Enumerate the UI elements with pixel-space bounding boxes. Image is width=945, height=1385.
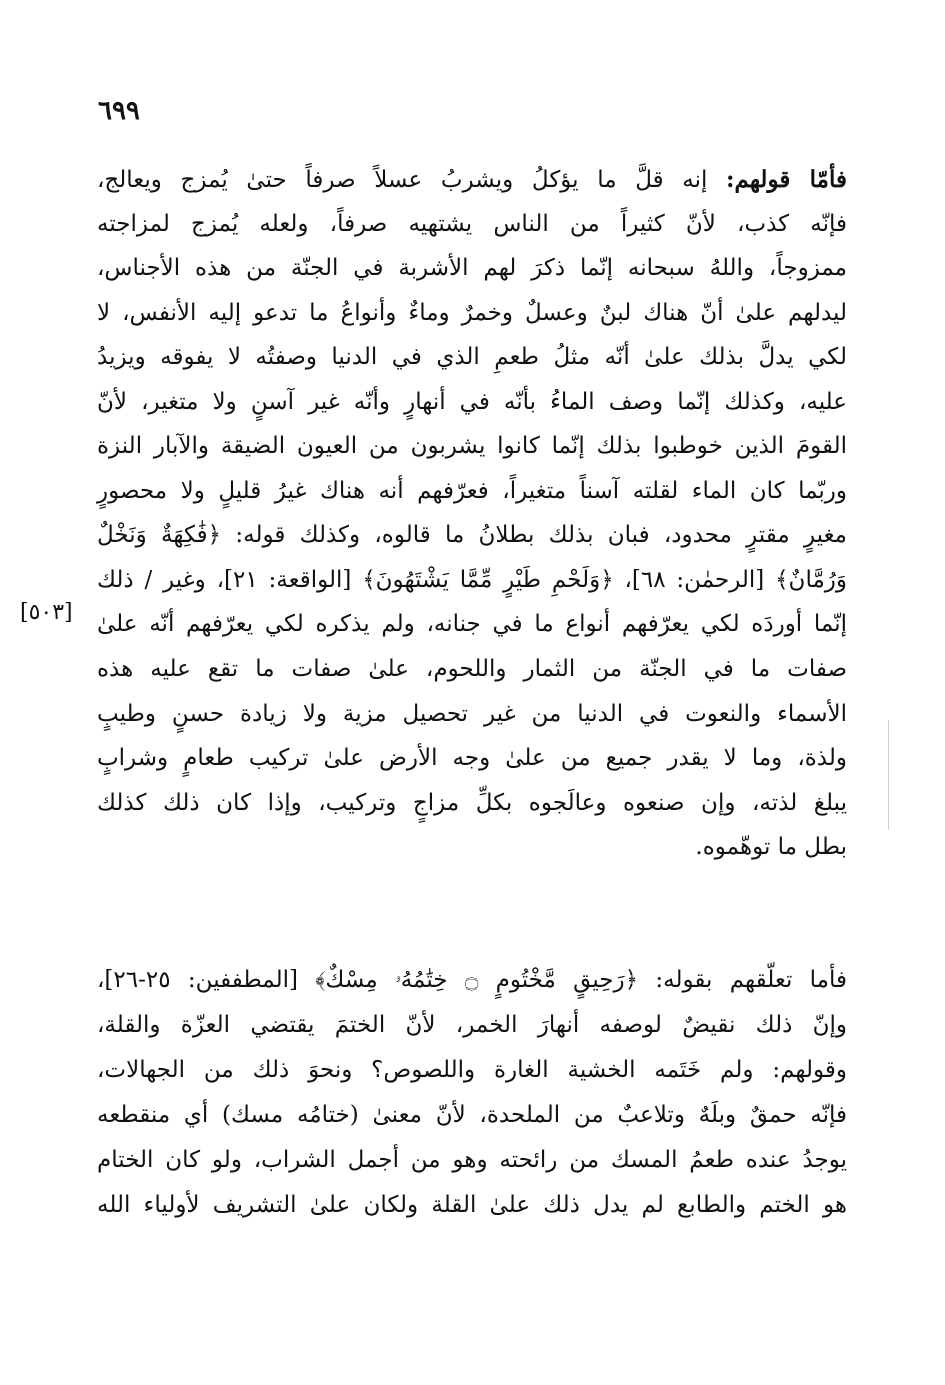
paragraph-1-line-14: الأسماء والنعوت في الدنيا من غير تحصيل مزية ولا زيادة حسنٍ وطيبٍ: [97, 701, 847, 727]
paragraph-2-line-2: وإنّ ذلك نقيضٌ لوصفه أنهارَ الخمر، لأنّ الختمَ يقتضي العزّة والقلة،: [97, 1012, 847, 1038]
paragraph-1-line-11: وَرُمَّانٌ﴾ [الرحمٰن: ٦٨]، ﴿وَلَحْمِ طَيْرٍ مِّمَّا يَشْتَهُونَ﴾ [الواقعة: ٢١]، وغير / ذلك: [97, 567, 847, 593]
paragraph-1-line-3: فإنّه كذب، لأنّ كثيراً من الناس يشتهيه صرفاً، ولعله يُمزج لمزاجته: [97, 211, 847, 237]
paragraph-1-line-15: ولذة، وما لا يقدر جميع من علىٰ وجه الأرض علىٰ تركيب طعامٍ وشرابٍ: [97, 745, 847, 771]
paragraph-1-line-16: يبلغ لذته، وإن صنعوه وعالَجوه بكلِّ مزاجٍ وتركيب، وإذا كان ذلك كذلك: [97, 790, 847, 816]
paragraph-1-line-1-text: إنه قلَّ ما يؤكلُ ويشربُ عسلاً صرفاً حتىٰ يُمزج ويعالج،: [97, 167, 727, 193]
paragraph-2-line-4: فإنّه حمقٌ وبلَهٌ وتلاعبٌ من الملحدة، لأنّ معنىٰ (ختامُه مسك) أي منقطعه: [97, 1102, 847, 1128]
paragraph-1-line-9: وربّما كان الماء لقلته آسناً متغيراً، فعرّفهم أنه هناك غيرُ قليلٍ ولا محصورٍ: [97, 478, 847, 504]
paragraph-1-line-5: ليدلهم علىٰ أنّ هناك لبنٌ وعسلٌ وخمرٌ وماءٌ وأنواعُ ما تدعو إليه الأنفس، لا: [97, 300, 847, 326]
margin-rule: [888, 720, 889, 830]
paragraph-2-line-1: فأما تعلّقهم بقوله: ﴿رَحِيقٍ مَّخْتُومٍ ۝ خِتَٰمُهُۥ مِسْكٌ﴾ [المطففين: ٢٥-٢٦]،: [97, 967, 847, 993]
paragraph-2-line-3: وقولهم: ولم خَتَمه الخشية الغارة واللصوص؟ ونحوَ ذلك من الجهالات،: [97, 1057, 847, 1083]
page-number: ٦٩٩: [98, 96, 140, 126]
paragraph-1-line-10: مغيرٍ مقترٍ محدود، فبان بذلك بطلانُ ما قالوه، وكذلك قوله: ﴿فَٰكِهَةٌ وَنَخْلٌ: [97, 522, 847, 548]
paragraph-1-line-6: لكي يدلَّ بذلك علىٰ أنّه مثلُ طعمِ الذي في الدنيا وصفتُه لا يفوقه ويزيدُ: [97, 344, 847, 370]
paragraph-1-line-4: ممزوجاً، واللهُ سبحانه إنّما ذكرَ لهم الأشربة في الجنّة من هذه الأجناس،: [97, 255, 847, 281]
paragraph-1-line-7: عليه، وكذلك إنّما وصف الماءُ بأنّه في أنهارٍ وأنّه غير آسنٍ ولا متغير، لأنّ: [97, 389, 847, 415]
paragraph-1-line-12: إنّما أوردَه لكي يعرّفهم أنواع ما في جنانه، ولم يذكره لكي يعرّفهم أنّه علىٰ: [97, 611, 847, 637]
paragraph-1-line-17: بطل ما توهّموه.: [695, 834, 847, 860]
paragraph-1-lead: فأمّا قولهم:: [726, 166, 847, 193]
paragraph-1-line-13: صفات ما في الجنّة من الثمار واللحوم، علىٰ صفات ما تقع عليه هذه: [97, 656, 847, 682]
paragraph-2-line-5: يوجدُ عنده طعمُ المسك من رائحته وهو من أجمل الشراب، ولو كان الختام: [97, 1147, 847, 1173]
paragraph-1-line-8: القومَ الذين خوطبوا بذلك إنّما كانوا يشربون من العيون الضيقة والآبار النزة: [97, 433, 847, 459]
paragraph-1-line-2: [97, 158, 847, 202]
paragraph-2-line-6: هو الختم والطابع لم يدل ذلك علىٰ القلة ولكان علىٰ التشريف لأولياء الله: [97, 1192, 847, 1218]
margin-reference: [٥٠٣]: [20, 600, 73, 625]
